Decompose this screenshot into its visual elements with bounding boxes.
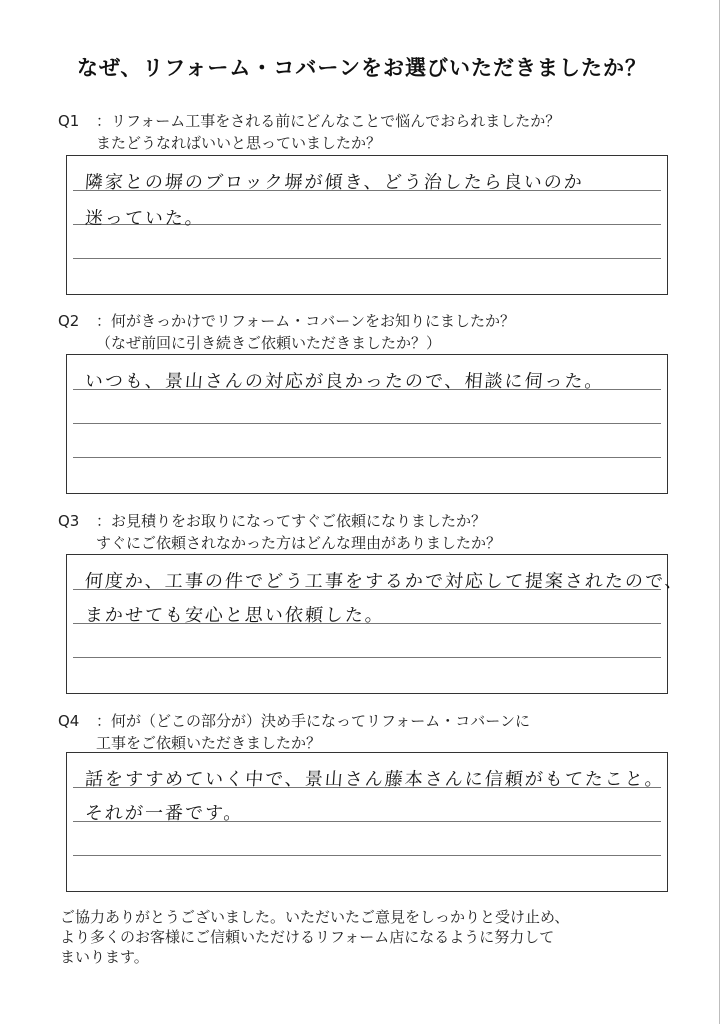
answer-box-1[interactable] bbox=[66, 155, 668, 295]
question-text-line2: 工事をご依頼いただきましたか？ bbox=[96, 734, 322, 752]
handwritten-answer-line: 迷っていた。 bbox=[84, 208, 206, 229]
question-number: Q4 bbox=[58, 712, 80, 730]
question-text-line1: ：何が（どこの部分が）決め手になってリフォーム・コバーンに bbox=[96, 712, 530, 730]
question-text-line2: （なぜ前回に引き続きご依頼いただきましたか？） bbox=[96, 334, 442, 352]
ruled-line bbox=[73, 457, 661, 458]
handwritten-answer-line: それが一番です。 bbox=[84, 803, 245, 824]
handwritten-answer-line: まかせても安心と思い依頼した。 bbox=[84, 605, 386, 626]
closing-message-line: より多くのお客様にご信頼いただけるリフォーム店になるように努力して bbox=[60, 928, 555, 946]
page-title: なぜ、リフォーム・コバーンをお選びいただきましたか？ bbox=[77, 56, 647, 80]
closing-message-line: まいります。 bbox=[60, 948, 149, 966]
handwritten-answer-line: いつも、景山さんの対応が良かったので、相談に伺った。 bbox=[84, 371, 606, 392]
answer-box-2[interactable] bbox=[66, 354, 668, 494]
answer-box-3[interactable] bbox=[66, 554, 686, 694]
handwritten-answer-line: 何度か、工事の件でどう工事をするかで対応して提案されたので、 bbox=[84, 571, 686, 592]
question-4 bbox=[58, 710, 530, 754]
handwritten-answer-line: 隣家との塀のブロック塀が傾き、どう治したら良いのか bbox=[84, 172, 585, 193]
ruled-line bbox=[73, 423, 661, 424]
question-text-line2: すぐにご依頼されなかった方はどんな理由がありましたか？ bbox=[96, 534, 502, 552]
closing-message bbox=[60, 907, 660, 967]
question-3 bbox=[58, 510, 501, 554]
question-1 bbox=[58, 110, 560, 154]
ruled-line bbox=[73, 855, 661, 856]
question-text-line1: ：お見積りをお取りになってすぐご依頼になりましたか？ bbox=[96, 512, 487, 530]
question-text-line1: ：何がきっかけでリフォーム・コバーンをお知りにましたか？ bbox=[96, 312, 515, 330]
question-number: Q3 bbox=[58, 512, 80, 530]
question-text-line2: またどうなればいいと思っていましたか？ bbox=[96, 134, 382, 152]
question-number: Q2 bbox=[58, 312, 80, 330]
question-text-line1: ：リフォーム工事をされる前にどんなことで悩んでおられましたか？ bbox=[96, 112, 561, 130]
question-2 bbox=[58, 310, 515, 354]
ruled-line bbox=[73, 657, 661, 658]
answer-box-4[interactable] bbox=[66, 752, 668, 892]
question-number: Q1 bbox=[58, 112, 80, 130]
closing-message-line: ご協力ありがとうございました。いただいたご意見をしっかりと受け止め、 bbox=[60, 908, 570, 926]
page-edge-line bbox=[719, 0, 720, 1024]
handwritten-answer-line: 話をすすめていく中で、景山さん藤本さんに信頼がもてたこと。 bbox=[84, 769, 666, 790]
ruled-line bbox=[73, 258, 661, 259]
